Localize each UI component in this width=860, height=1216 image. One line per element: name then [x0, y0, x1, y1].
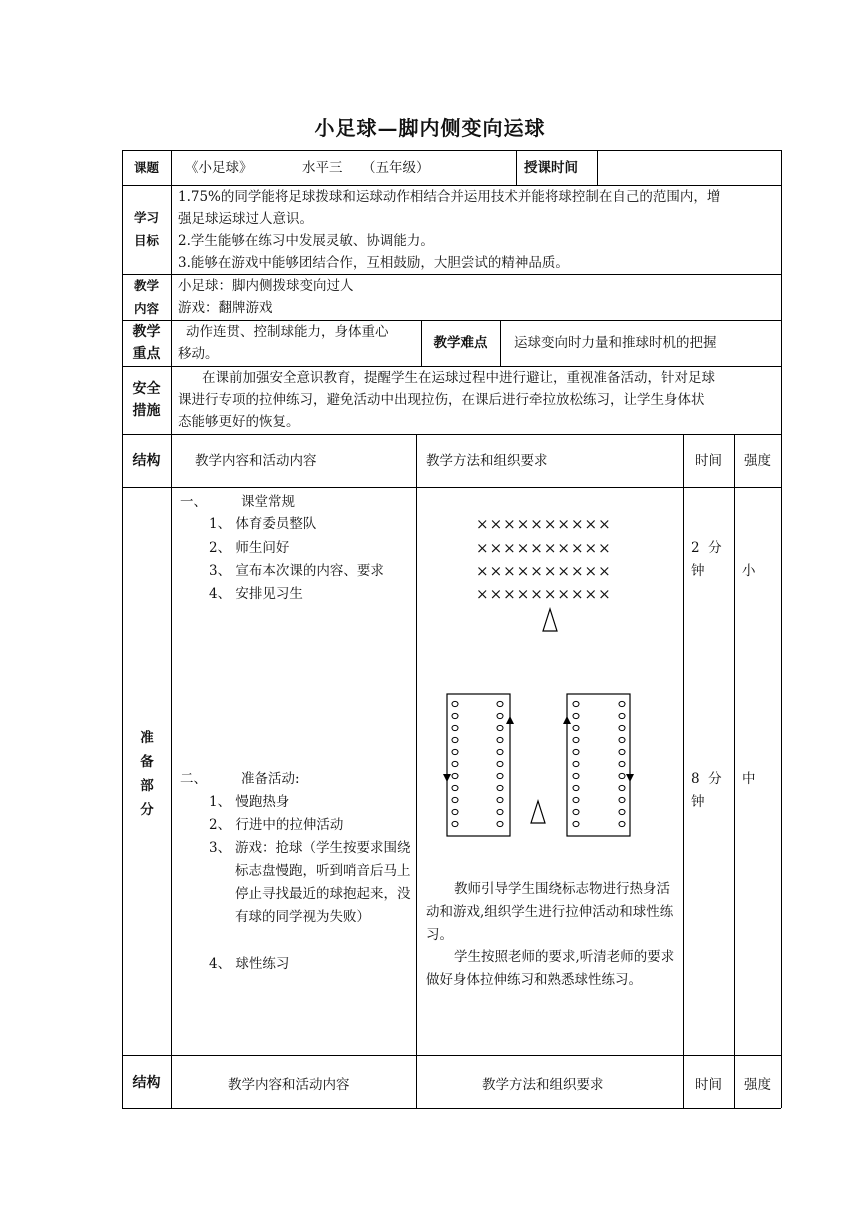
safety-line-1: 在课前加强安全意识教育，提醒学生在运球过程中进行避让，重视准备活动，针对足球 — [202, 370, 715, 386]
objective-line-2: 2.学生能够在练习中发展灵敏、协调能力。 — [178, 233, 434, 249]
part2-item-2: 2、 行进中的拉伸活动 — [209, 817, 344, 833]
safety-line-3: 态能够更好的恢复。 — [178, 414, 300, 430]
method-paragraph-1: 教师引导学生围绕标志物进行热身活动和游戏,组织学生进行拉伸活动和球性练习。 — [426, 881, 674, 943]
safety-line-2: 课进行专项的拉伸练习，避免活动中出现拉伤，在课后进行牵拉放松练习，让学生身体状 — [178, 392, 705, 408]
page-title: 小足球—脚内侧变向运球 — [314, 116, 546, 140]
col-structure: 结构 — [132, 453, 161, 469]
formation-row: ×××××××××× — [476, 562, 612, 580]
time-label: 授课时间 — [524, 160, 578, 176]
content-label-2: 内容 — [133, 301, 159, 316]
part1-item-4: 4、 安排见习生 — [209, 586, 303, 602]
footer-col-structure: 结构 — [132, 1075, 161, 1091]
objective-line-3: 3.能够在游戏中能够团结合作，互相鼓励，大胆尝试的精神品质。 — [178, 255, 569, 271]
part2-item-4: 4、 球性练习 — [209, 956, 290, 972]
content-line-1: 小足球：脚内侧拨球变向过人 — [178, 278, 354, 294]
teacher-marker-icon — [528, 799, 548, 825]
part1-time-2: 钟 — [691, 563, 705, 579]
topic-label: 课题 — [133, 160, 159, 175]
part1-heading-num: 一、 — [180, 494, 207, 510]
part2-item-1: 1、 慢跑热身 — [209, 794, 290, 810]
col-method: 教学方法和组织要求 — [426, 453, 548, 469]
grade: （五年级） — [362, 160, 430, 176]
col-content: 教学内容和活动内容 — [195, 453, 317, 469]
objectives-label-2: 目标 — [133, 233, 159, 248]
footer-col-content: 教学内容和活动内容 — [228, 1077, 350, 1093]
safety-label-2: 措施 — [132, 403, 161, 419]
prep-section-label: 准备部分 — [140, 730, 154, 818]
footer-col-time: 时间 — [695, 1077, 722, 1093]
safety-label-1: 安全 — [132, 381, 161, 397]
part1-heading: 课堂常规 — [241, 494, 295, 510]
difficulty-label: 教学难点 — [433, 335, 488, 351]
part2-time-1: 8 分 — [691, 771, 722, 787]
formation-row: ×××××××××× — [476, 515, 612, 533]
col-time: 时间 — [695, 453, 722, 469]
keypoints-text-1: 动作连贯、控制球能力，身体重心 — [186, 324, 389, 340]
part1-intensity: 小 — [742, 563, 756, 579]
direction-arrow-icons — [443, 716, 634, 782]
part2-item-3-text: 游戏：抢球（学生按要求围绕标志盘慢跑，听到哨音后马上停止寻找最近的球抱起来，没有球的同学视为失败） — [235, 840, 411, 925]
formation-row: ×××××××××× — [476, 539, 612, 557]
topic-name: 《小足球》 — [185, 160, 253, 176]
part2-time-2: 钟 — [691, 794, 705, 810]
formation-row: ×××××××××× — [476, 585, 612, 603]
part2-item-3-num: 3、 — [209, 840, 232, 856]
content-label-1: 教学 — [133, 278, 159, 293]
part2-intensity: 中 — [742, 771, 756, 787]
footer-col-intensity: 强度 — [744, 1077, 771, 1093]
part2-heading-num: 二、 — [180, 771, 207, 787]
objective-line-1: 1.75%的同学能将足球拨球和运球动作相结合并运用技术并能将球控制在自己的范围内，增 — [178, 189, 721, 205]
method-paragraph-2: 学生按照老师的要求,听清老师的要求做好身体拉伸练习和熟悉球性练习。 — [426, 949, 675, 988]
col-intensity: 强度 — [744, 453, 771, 469]
keypoints-label-2: 重点 — [132, 346, 161, 362]
difficulty-text: 运球变向时力量和推球时机的把握 — [514, 335, 717, 351]
objectives-label-1: 学习 — [133, 210, 159, 225]
teacher-marker-icon — [540, 607, 560, 633]
objective-line-1b: 强足球运球过人意识。 — [178, 211, 313, 227]
part1-time-1: 2 分 — [691, 540, 722, 556]
part1-item-2: 2、 师生问好 — [209, 540, 290, 556]
part2-heading: 准备活动: — [241, 771, 300, 787]
keypoints-label-1: 教学 — [132, 324, 161, 340]
content-line-2: 游戏：翻牌游戏 — [178, 300, 273, 316]
part1-item-1: 1、 体育委员整队 — [209, 516, 317, 532]
footer-col-method: 教学方法和组织要求 — [482, 1077, 604, 1093]
keypoints-text-2: 移动。 — [178, 346, 219, 362]
part1-item-3: 3、 宣布本次课的内容、要求 — [209, 563, 384, 579]
level: 水平三 — [302, 160, 343, 176]
